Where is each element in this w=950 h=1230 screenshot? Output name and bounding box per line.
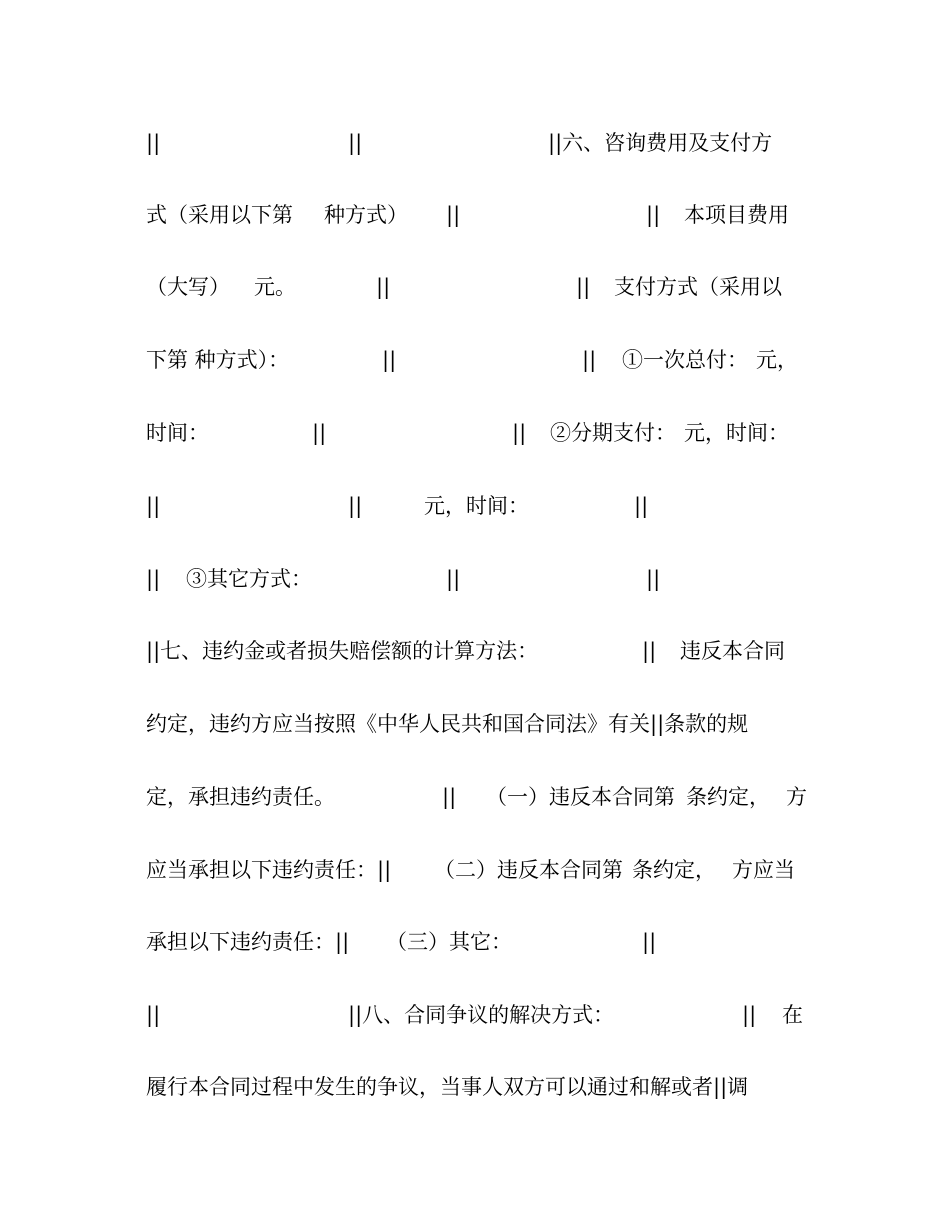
text-line bbox=[146, 924, 806, 960]
text-segment: || bbox=[446, 567, 461, 591]
text-line bbox=[146, 269, 806, 305]
text-segment: 方应当 bbox=[732, 858, 795, 882]
text-line bbox=[146, 197, 806, 233]
text-segment: 条约定， bbox=[686, 785, 770, 809]
text-segment: || bbox=[634, 494, 649, 518]
text-segment: ①一次总付： bbox=[622, 348, 748, 372]
text-segment: 元，时间： bbox=[684, 421, 789, 445]
text-segment: || bbox=[348, 131, 363, 155]
text-segment: || bbox=[382, 348, 397, 372]
text-segment: 元，时间： bbox=[424, 494, 529, 518]
text-line bbox=[146, 125, 806, 161]
text-line bbox=[146, 997, 806, 1033]
text-segment: ||六、咨询费用及支付方 bbox=[548, 131, 773, 155]
text-line bbox=[146, 415, 806, 451]
text-segment: ③其它方式： bbox=[186, 567, 312, 591]
text-segment: || bbox=[646, 203, 661, 227]
text-segment: 本项目费用 bbox=[684, 203, 789, 227]
text-segment: 种方式） bbox=[324, 203, 408, 227]
text-segment: 下第 种方式）： bbox=[146, 348, 290, 372]
text-line bbox=[146, 1069, 806, 1105]
text-segment: || bbox=[446, 203, 461, 227]
text-line bbox=[146, 561, 806, 597]
text-segment: || bbox=[512, 421, 527, 445]
text-line bbox=[146, 852, 806, 888]
text-segment: 条约定， bbox=[632, 858, 716, 882]
text-segment: || bbox=[576, 275, 591, 299]
text-segment: ||八、合同争议的解决方式： bbox=[348, 1003, 615, 1027]
text-segment: || bbox=[376, 275, 391, 299]
text-segment: || bbox=[146, 131, 161, 155]
text-segment: || bbox=[312, 421, 327, 445]
text-segment: || bbox=[146, 1003, 161, 1027]
text-segment: || bbox=[146, 567, 161, 591]
text-segment: || bbox=[348, 494, 363, 518]
text-segment: ②分期支付： bbox=[550, 421, 676, 445]
text-segment: （一）违反本合同第 bbox=[486, 785, 675, 809]
text-segment: 式（采用以下第 bbox=[146, 203, 293, 227]
text-segment: （大写） bbox=[146, 275, 230, 299]
text-segment: 承担以下违约责任：|| bbox=[146, 930, 350, 954]
text-segment: || bbox=[642, 930, 657, 954]
text-line bbox=[146, 488, 806, 524]
text-segment: || bbox=[646, 567, 661, 591]
text-segment: 方 bbox=[786, 785, 807, 809]
text-segment: 元， bbox=[756, 348, 798, 372]
text-segment: （三）其它： bbox=[386, 930, 512, 954]
text-segment: 时间： bbox=[146, 421, 209, 445]
text-segment: || bbox=[146, 494, 161, 518]
text-line bbox=[146, 779, 806, 815]
text-line bbox=[146, 706, 806, 742]
text-line bbox=[146, 342, 806, 378]
text-segment: || bbox=[582, 348, 597, 372]
text-segment: 元。 bbox=[254, 275, 296, 299]
text-segment: 应当承担以下违约责任：|| bbox=[146, 858, 392, 882]
text-segment: 违反本合同 bbox=[680, 639, 785, 663]
text-line bbox=[146, 633, 806, 669]
text-segment: ||七、违约金或者损失赔偿额的计算方法： bbox=[146, 639, 539, 663]
text-segment: 履行本合同过程中发生的争议，当事人双方可以通过和解或者||调 bbox=[146, 1075, 749, 1099]
text-segment: 约定，违约方应当按照《中华人民共和国合同法》有关||条款的规 bbox=[146, 712, 749, 736]
text-segment: 定，承担违约责任。 bbox=[146, 785, 335, 809]
text-segment: || bbox=[742, 1003, 757, 1027]
text-segment: （二）违反本合同第 bbox=[434, 858, 623, 882]
text-segment: || bbox=[642, 639, 657, 663]
text-segment: 支付方式（采用以 bbox=[614, 275, 782, 299]
text-segment: 在 bbox=[782, 1003, 803, 1027]
text-segment: || bbox=[442, 785, 457, 809]
